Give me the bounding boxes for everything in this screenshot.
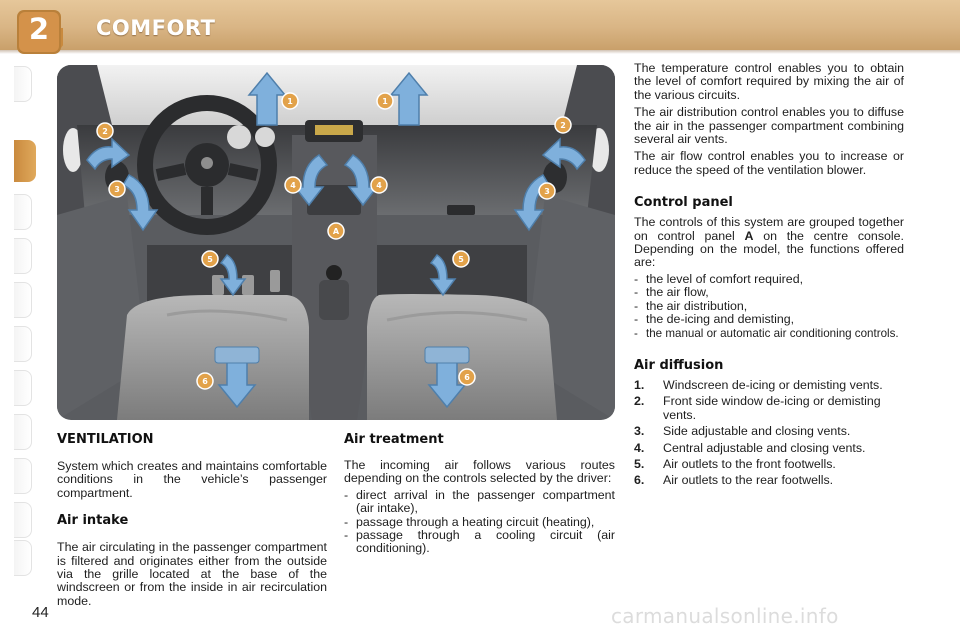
- chapter-tab-10[interactable]: [14, 502, 32, 538]
- list-item: - passage through a cooling circuit (air conditioning).: [344, 528, 615, 556]
- air-distribution-text: The air distribution control enables you to diffuse the air in the passenger compartment combining several air vents.: [634, 105, 904, 147]
- watermark-text: carmanualsonline.info: [611, 604, 839, 628]
- header-shadow: [0, 50, 960, 54]
- callout-2-left: [97, 123, 113, 139]
- chapter-tab-4[interactable]: [14, 238, 32, 274]
- svg-text:3: 3: [544, 187, 550, 196]
- chapter-tab-7[interactable]: [14, 370, 32, 406]
- list-item: 1. Windscreen de-icing or demisting vents.: [634, 377, 883, 392]
- callout-1-right: [377, 93, 393, 109]
- list-item: 4. Central adjustable and closing vents.: [634, 440, 866, 455]
- car-interior-ventilation-illustration: [57, 65, 615, 420]
- list-item: - the de-icing and demisting,: [634, 312, 795, 327]
- air-treatment-heading: Air treatment: [344, 432, 444, 447]
- callout-3-right: [539, 183, 555, 199]
- callout-4-left: [285, 177, 301, 193]
- list-item: - the air flow,: [634, 285, 709, 300]
- air-diffusion-list: [634, 379, 904, 488]
- temperature-control-text: The temperature control enables you to obtain the level of comfort required by mixing the air of the various circuits.: [634, 61, 904, 102]
- chapter-tab-9[interactable]: [14, 458, 32, 494]
- svg-text:5: 5: [458, 255, 464, 264]
- air-intake-text: The air circulating in the passenger compartment is filtered and originates either from the outside via the grille located at the base of the windscreen or from the inside in air recirculation mode.: [57, 540, 327, 608]
- list-item: 2. Front side window de-icing or demisting vents.: [634, 394, 881, 422]
- callout-3-left: [109, 181, 125, 197]
- callout-6-right: [459, 369, 475, 385]
- list-item: - direct arrival in the passenger compartment (air intake),: [344, 487, 615, 516]
- callout-a-control-panel: [328, 223, 344, 239]
- svg-text:1: 1: [382, 97, 388, 106]
- svg-text:1: 1: [287, 97, 293, 106]
- air-intake-heading: Air intake: [57, 513, 129, 529]
- control-panel-heading: Control panel: [634, 195, 733, 211]
- chapter-tab-3[interactable]: [14, 194, 32, 230]
- page-number: 44: [32, 604, 49, 621]
- list-item: 6. Air outlets to the rear footwells.: [634, 473, 834, 488]
- svg-text:4: 4: [290, 181, 296, 190]
- callout-5-right: [453, 251, 469, 267]
- svg-text:2: 2: [102, 127, 108, 136]
- air-treatment-section: [344, 432, 615, 556]
- page-title: COMFORT: [96, 16, 216, 40]
- callout-6-left: [197, 373, 213, 389]
- svg-text:4: 4: [376, 181, 382, 190]
- svg-text:5: 5: [207, 255, 213, 264]
- list-item: - the air distribution,: [634, 298, 748, 313]
- chapter-tab-6[interactable]: [14, 326, 32, 362]
- chapter-tab-1[interactable]: [14, 66, 32, 102]
- air-treatment-intro: The incoming air follows various routes depending on the controls selected by the driver:: [344, 458, 615, 486]
- air-diffusion-heading: Air diffusion: [634, 357, 724, 373]
- chapter-tab-2-active[interactable]: [14, 140, 36, 182]
- air-flow-text: The air flow control enables you to increase or reduce the speed of the ventilation blower.: [634, 149, 904, 177]
- list-item: - the level of comfort required,: [634, 271, 804, 286]
- ventilation-section: [57, 432, 327, 608]
- list-item: 5. Air outlets to the front footwells.: [634, 456, 836, 471]
- interior-drawing: [57, 65, 615, 420]
- callout-1-left: [282, 93, 298, 109]
- list-item: - the manual or automatic air conditioning controls.: [634, 326, 899, 340]
- svg-text:6: 6: [464, 373, 470, 382]
- callout-4-right: [371, 177, 387, 193]
- svg-text:3: 3: [114, 185, 120, 194]
- svg-text:2: 2: [560, 121, 566, 130]
- callout-5-left: [202, 251, 218, 267]
- chapter-tab-8[interactable]: [14, 414, 32, 450]
- chapter-tab-11[interactable]: [14, 540, 32, 576]
- ventilation-text: System which creates and maintains comfortable conditions in the vehicle’s passenger compartment.: [57, 459, 327, 500]
- chapter-side-tabs: [14, 66, 34, 576]
- svg-text:6: 6: [202, 377, 208, 386]
- callout-2-right: [555, 117, 571, 133]
- chapter-tab-5[interactable]: [14, 282, 32, 318]
- controls-section: [634, 62, 904, 488]
- list-item: 3. Side adjustable and closing vents.: [634, 424, 851, 439]
- chapter-number: 2: [28, 12, 50, 46]
- svg-text:A: A: [332, 227, 340, 236]
- control-panel-text: The controls of this system are grouped together on control panel A on the centre console. Depending on the model, the functions offered are:: [634, 215, 904, 270]
- ventilation-heading: VENTILATION: [57, 432, 154, 447]
- list-item: - passage through a heating circuit (heating),: [344, 514, 595, 529]
